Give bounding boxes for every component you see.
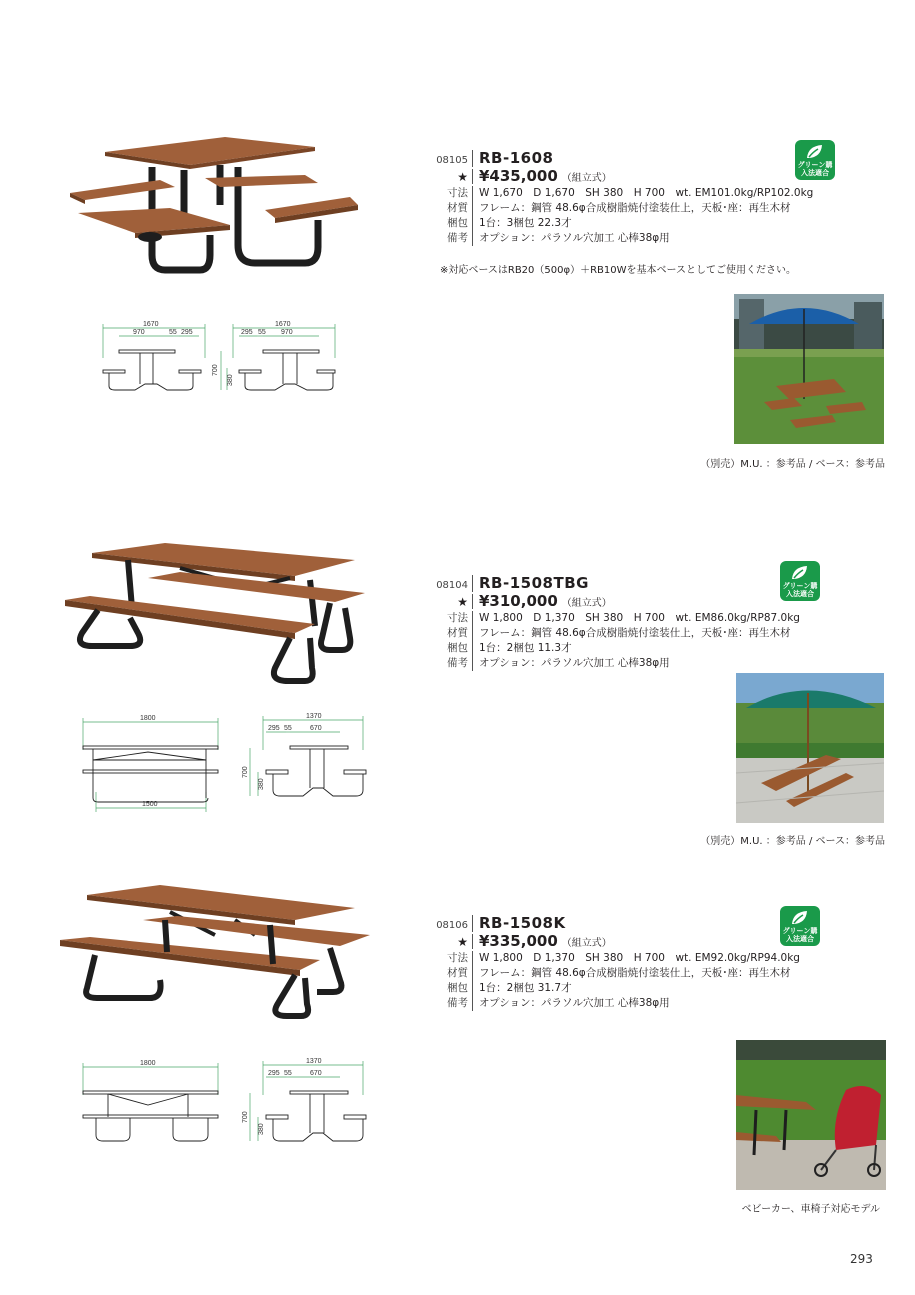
dim-a-side: 970 <box>281 329 293 336</box>
model-name: RB-1508K <box>472 915 566 932</box>
page-number: 293 <box>850 1252 873 1266</box>
spec-row-size: 寸法 W 1,800 D 1,370 SH 380 H 700 wt. EM86.0kg/RP87.0kg <box>447 612 800 624</box>
dimension-drawing-rb-1508tbg <box>78 710 378 815</box>
price: ¥335,000 <box>472 934 558 949</box>
spec-row-packing: 梱包 1台：2梱包 11.3才 <box>447 642 572 654</box>
product-photo-rb-1608 <box>60 125 370 280</box>
dim-height: 700 <box>212 364 219 376</box>
price-note: （組立式） <box>561 173 612 184</box>
price: ¥310,000 <box>472 594 558 609</box>
dim-a: 970 <box>133 329 145 336</box>
dim-total: 1670 <box>143 321 159 328</box>
photo-caption: ベビーカー、車椅子対応モデル <box>741 1204 880 1215</box>
dim-a: 295 <box>268 1070 280 1077</box>
spec-block <box>428 150 848 246</box>
spec-row-packing: 梱包 1台：3梱包 22.3才 <box>447 217 572 229</box>
usage-photo-rb-1508k <box>736 1040 886 1190</box>
photo-caption: （別売）M.U. ：参考品 / ベース：参考品 <box>700 836 885 847</box>
dim-c-side: 295 <box>241 329 253 336</box>
product-code: 08105 <box>436 155 468 166</box>
dim-c: 670 <box>310 1070 322 1077</box>
dimension-drawing-rb-1508k <box>78 1055 378 1155</box>
base-note: ※対応ベースはRB20（500φ）＋RB10Wを基本ベースとしてご使用ください。 <box>440 265 797 276</box>
green-purchase-icon: グリーン購入法適合 <box>780 906 820 946</box>
price-note: （組立式） <box>561 598 612 609</box>
dim-seat-height: 380 <box>227 374 234 386</box>
dim-depth: 1370 <box>306 1058 322 1065</box>
spec-row-remarks: 備考 オプション：パラソル穴加工 心棒38φ用 <box>447 997 670 1009</box>
product-photo-rb-1508tbg <box>60 538 375 688</box>
dim-c: 670 <box>310 725 322 732</box>
spec-row-size: 寸法 W 1,800 D 1,370 SH 380 H 700 wt. EM92.0kg/RP94.0kg <box>447 952 800 964</box>
photo-caption: （別売）M.U. ：参考品 / ベース：参考品 <box>700 459 885 470</box>
dim-height: 700 <box>242 766 249 778</box>
dim-a: 295 <box>268 725 280 732</box>
spec-row-material: 材質 フレーム：鋼管 48.6φ合成樹脂焼付塗装仕上，天板･座：再生木材 <box>447 202 791 214</box>
dim-base: 1500 <box>142 801 158 808</box>
spec-row-material: 材質 フレーム：鋼管 48.6φ合成樹脂焼付塗装仕上，天板･座：再生木材 <box>447 967 791 979</box>
star-mark: ★ <box>457 935 468 949</box>
usage-photo-rb-1608 <box>734 294 884 444</box>
dim-width: 1800 <box>140 1060 156 1067</box>
price: ¥435,000 <box>472 169 558 184</box>
star-mark: ★ <box>457 595 468 609</box>
dim-depth: 1370 <box>306 713 322 720</box>
dim-seat-height: 380 <box>258 1123 265 1135</box>
dim-seat-height: 380 <box>258 778 265 790</box>
dim-b: 55 <box>284 1070 292 1077</box>
dim-b-side: 55 <box>258 329 266 336</box>
model-name: RB-1608 <box>472 150 553 167</box>
usage-photo-rb-1508tbg <box>736 673 884 823</box>
green-purchase-icon: グリーン購入法適合 <box>780 561 820 601</box>
model-name: RB-1508TBG <box>472 575 589 592</box>
spec-row-remarks: 備考 オプション：パラソル穴加工 心棒38φ用 <box>447 657 670 669</box>
dim-b: 55 <box>169 329 177 336</box>
spec-row-packing: 梱包 1台：2梱包 31.7才 <box>447 982 572 994</box>
dim-b: 55 <box>284 725 292 732</box>
dim-c: 295 <box>181 329 193 336</box>
dim-height: 700 <box>242 1111 249 1123</box>
price-note: （組立式） <box>561 938 612 949</box>
green-purchase-icon: グリーン購入法適合 <box>795 140 835 180</box>
star-mark: ★ <box>457 170 468 184</box>
dim-total-side: 1670 <box>275 321 291 328</box>
spec-row-material: 材質 フレーム：鋼管 48.6φ合成樹脂焼付塗装仕上，天板･座：再生木材 <box>447 627 791 639</box>
spec-row-size: 寸法 W 1,670 D 1,670 SH 380 H 700 wt. EM101.0kg/RP102.0kg <box>447 187 814 199</box>
product-code: 08104 <box>436 580 468 591</box>
product-photo-rb-1508k <box>55 880 375 1020</box>
spec-row-remarks: 備考 オプション：パラソル穴加工 心棒38φ用 <box>447 232 670 244</box>
dimension-drawing-rb-1608 <box>95 318 345 398</box>
dim-width: 1800 <box>140 715 156 722</box>
product-code: 08106 <box>436 920 468 931</box>
